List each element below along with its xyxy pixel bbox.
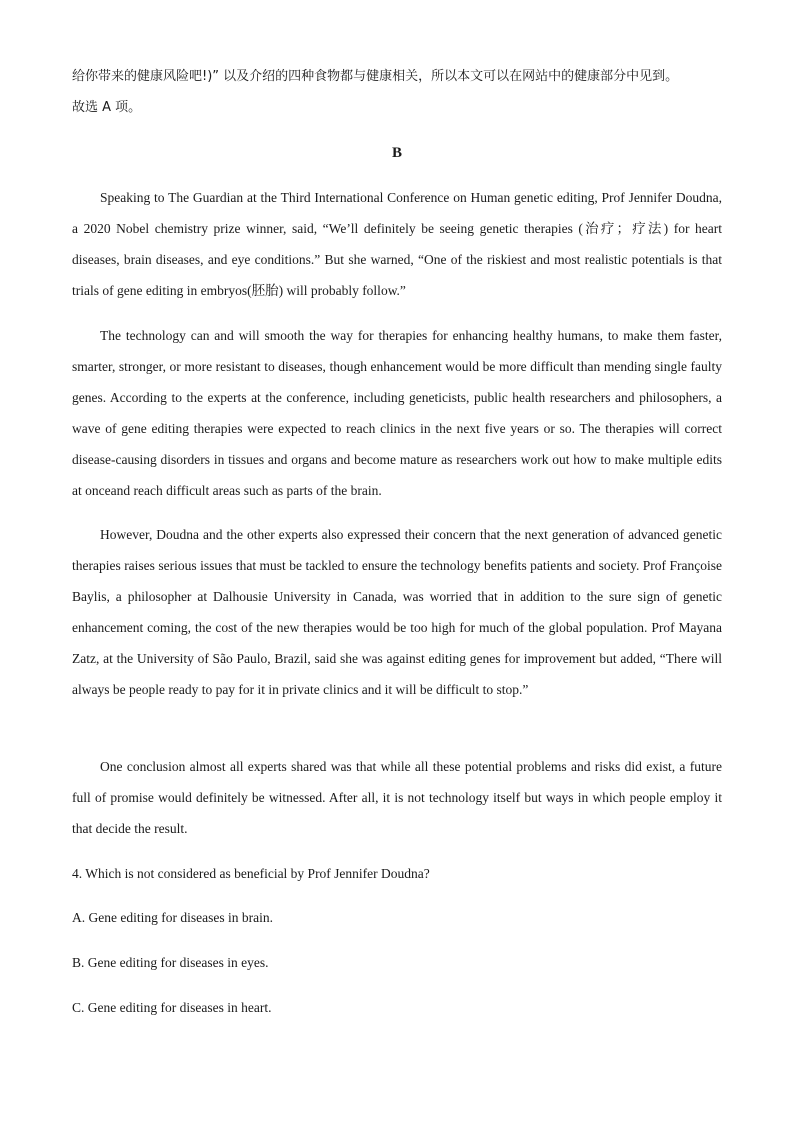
intro-line-1: 给你带来的健康风险吧!)” 以及介绍的四种食物都与健康相关，所以本文可以在网站中的健康部分中见到。 <box>72 69 679 84</box>
passage-paragraph-4: One conclusion almost all experts shared was that while all these potential problems and risks did exist, a future full of promise would definitely be witnessed. After all, it is not technology itself but ways in which people employ it that decide the result. <box>72 759 722 836</box>
passage-paragraph-3: However, Doudna and the other experts also expressed their concern that the next generation of advanced genetic therapies raises serious issues that must be tackled to ensure the technology benefits patients and society. Prof Françoise Baylis, a philosopher at Dalhousie University in Canada, was worried that in addition to the sure sign of genetic enhancement coming, the cost of the new therapies would be too high for much of the global population. Prof Mayana Zatz, at the University of São Paulo, Brazil, said she was against editing genes for improvement but added, “There will always be people ready to pay for it in private clinics and it will be difficult to stop.” <box>72 527 722 697</box>
passage-paragraph-1: Speaking to The Guardian at the Third International Conference on Human genetic editing, Prof Jennifer Doudna, a 2020 Nobel chemistry prize winner, said, “We’ll definitely be seeing genetic therapies (治疗；疗法) for heart diseases, brain diseases, and eye conditions.” But she warned, “One of the riskiest and most realistic potentials is that trials of gene editing in embryos(胚胎) will probably follow.” <box>72 190 722 298</box>
option-c: C. Gene editing for diseases in heart. <box>72 1000 272 1015</box>
option-b: B. Gene editing for diseases in eyes. <box>72 955 269 970</box>
section-heading: B <box>391 145 402 161</box>
intro-line-2: 故选 A 项。 <box>72 100 142 115</box>
passage-paragraph-2: The technology can and will smooth the way for therapies for enhancing healthy humans, to make them faster, smarter, stronger, or more resistant to diseases, though enhancement would be more difficult than mending single faulty genes. According to the experts at the conference, including geneticists, public health researchers and philosophers, a wave of gene editing therapies were expected to reach clinics in the next five years or so. The therapies will correct disease-causing disorders in tissues and organs and become mature as researchers work out how to make multiple edits at onceand reach difficult areas such as parts of the brain. <box>72 328 722 498</box>
option-a: A. Gene editing for diseases in brain. <box>72 910 273 925</box>
intro-answer-explanation <box>72 61 722 123</box>
question-stem: 4. Which is not considered as beneficial by Prof Jennifer Doudna? <box>72 866 430 881</box>
